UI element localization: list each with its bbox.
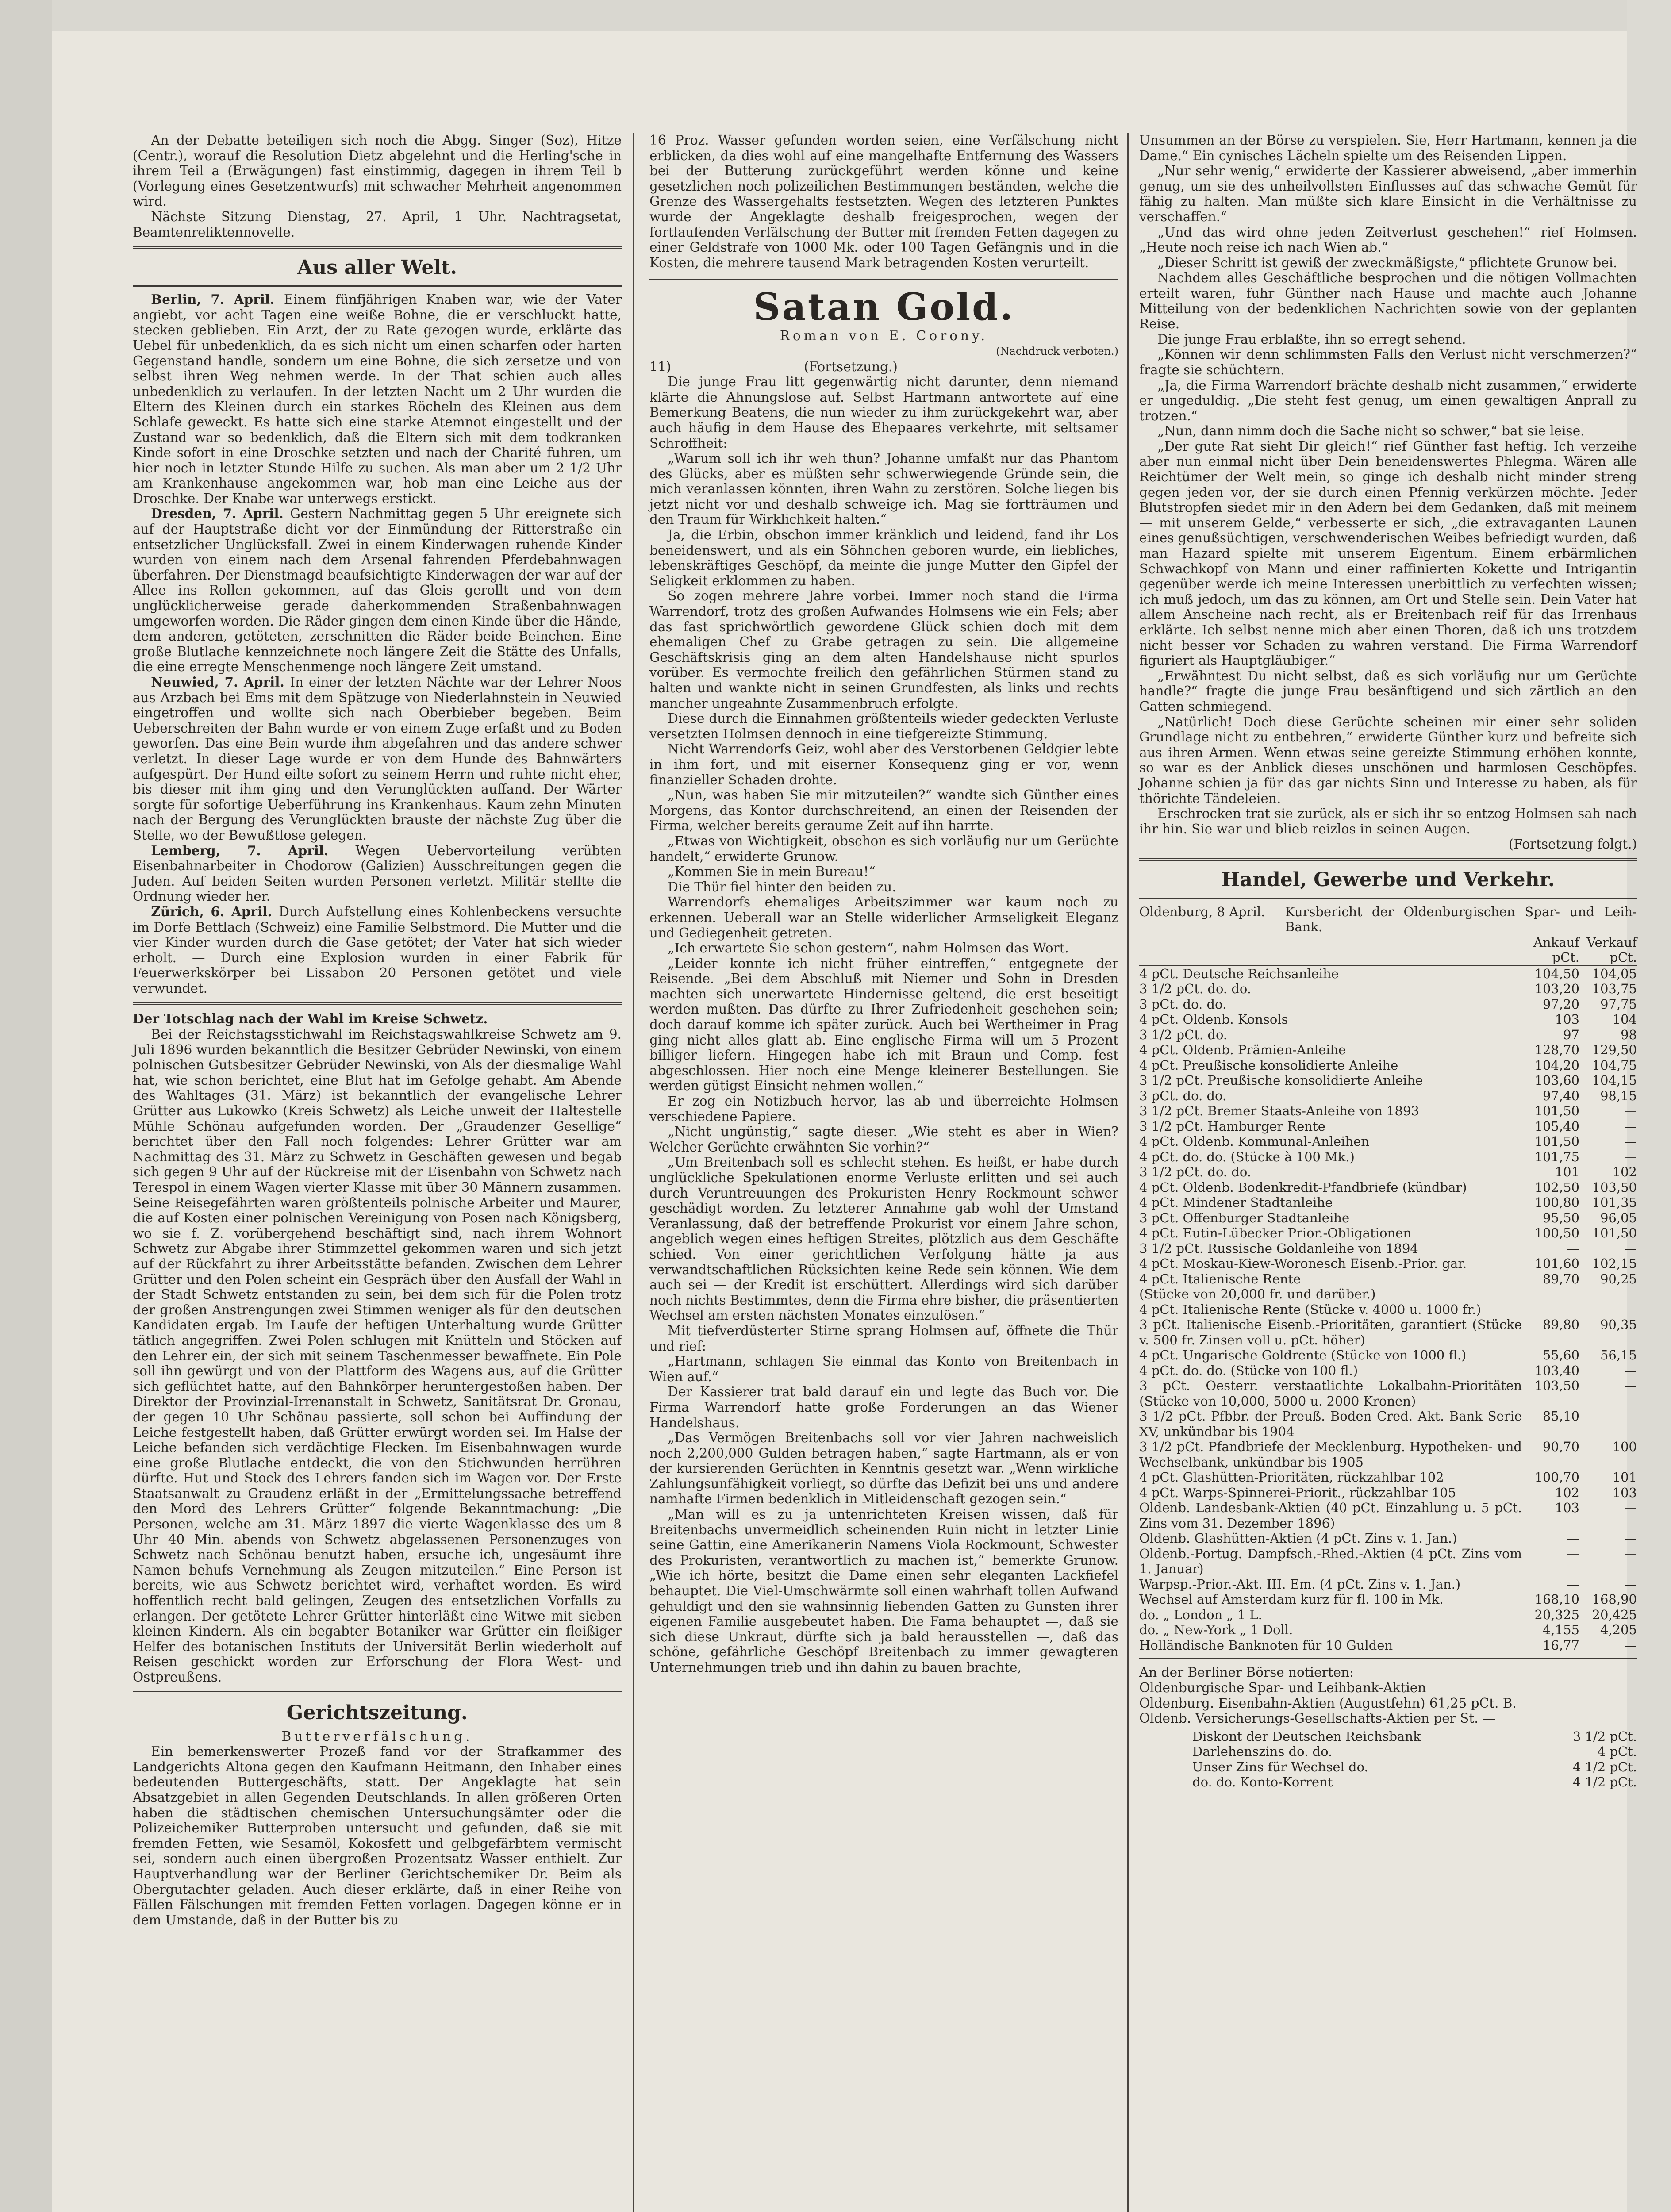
novel-paragraph: „Nun, was haben Sie mir mitzuteilen?“ wandte sich Günther eines Morgens, das Kontor durchschreitend, an einen der Reisenden der Firma, welcher bereits geraume Zeit auf ihn harrte. (649, 787, 1118, 833)
news-dateline: Zürich, 6. April. (151, 903, 279, 919)
sell-price: — (1624, 1409, 1637, 1424)
buy-price: 90,70 (1542, 1439, 1579, 1455)
novel-paragraph: „Ja, die Firma Warrendorf brächte deshalb nicht zusammen,“ erwiderte er ungeduldig. „Die steht fest genug, um einen gewaltigen Anprall zu trotzen.“ (1139, 377, 1637, 423)
sell-price: 102 (1612, 1164, 1637, 1180)
market-row (1139, 1577, 1637, 1592)
sell-price: — (1624, 1576, 1637, 1592)
security-name: 3 pCt. do. do. (1139, 1088, 1227, 1103)
column-right (1139, 133, 1637, 1790)
security-name: 4 pCt. Glashütten-Prioritäten, rückzahlbar 102 (1139, 1470, 1444, 1485)
discount-rates-table (1139, 1729, 1637, 1790)
buy-price: 20,325 (1534, 1607, 1579, 1622)
novel-paragraph: „Nicht ungünstig,“ sagte dieser. „Wie steht es aber in Wien? Welcher Gerüchte erwähnten Sie vorhin?“ (649, 1124, 1118, 1155)
buy-price: 103,50 (1534, 1378, 1579, 1394)
article-text-totschlag: Bei der Reichstagsstichwahl im Reichstagswahlkreise Schwetz am 9. Juli 1896 wurden bekanntlich die Besitzer Gebrüder Newinski, von einem polnischen Gutsbesitzer Gebrüder Newinski, von Als der diesmalige Wahl hat, wie schon berichtet, eine Blut hat im Gefolge gehabt. Am Abende des Wahltages (31. März) ist bekanntlich der evangelische Lehrer Grütter aus Lukowko (Kreis Schwetz) als Leiche unweit der Haltestelle Mühle Schönau aufgefunden worden. Der „Graudenzer Gesellige“ berichtet über den Fall noch folgendes: Lehrer Grütter war am Nachmittag des 31. März zu Schwetz in Geschäften gewesen und begab sich gegen 9 Uhr auf der Rückreise mit der Eisenbahn von Schwetz nach Terespol in einem Wagen vierter Klasse mit über 30 Männern zusammen. Seine Reisegefährten waren größtenteils polnische Arbeiter und Maurer, die auf Kosten einer polnischen Vereinigung von Posen nach Königsberg, wo sie f. Z. vorübergehend beschäftigt sind, nach ihrem Wohnort Schwetz zur Abgabe ihrer Stimmzettel gekommen waren und sich jetzt auf der Rückfahrt zu ihrer Arbeitsstätte befanden. Zwischen dem Lehrer Grütter und den Polen scheint ein Gespräch über den Ausfall der Wahl in der Stadt Schwetz entstanden zu sein, bei dem sich für die Polen trotz der großen Anstrengungen zwei Stimmen weniger als für den deutschen Kandidaten ergab. Im Laufe der heftigen Unterhaltung wurde Grütter tätlich angegriffen. Zwei Polen schlugen mit Knütteln und Stöcken auf den Lehrer ein, der sich mit seinem Taschenmesser bewaffnete. Ein Pole soll ihn gewürgt und von der Plattform des Wagens aus, auf die Grütter sich geflüchtet hatte, auf den Bahnkörper heruntergestoßen haben. Der Direktor der Provinzial-Irrenanstalt in Schwetz, Sanitätsrat Dr. Gronau, der gegen 10 Uhr Schönau passierte, soll schon bei Auffindung der Leiche festgestellt haben, daß Grütter erwürgt worden sei. Im Halse der Leiche befanden sich verdächtige Flecken. Im Eisenbahnwagen wurde eine große Blutlache entdeckt, die von den Stichwunden herrühren dürfte. Hut und Stock des Lehrers fanden sich im Wagen vor. Der Erste Staatsanwalt zu Graudenz erläßt in der „Ermittelungssache betreffend den Mord des Lehrers Grütter“ folgende Bekanntmachung: „Die Personen, welche am 31. März 1897 die vierte Wagenklasse des um 8 Uhr 40 Min. abends von Schwetz abgelassenen Personenzuges von Schwetz nach Schönau benutzt haben, ersuche ich, ungesäumt ihre Namen behufs Vernehmung als Zeugen mitzuteilen.“ Eine Person ist bereits, wie aus Schwetz berichtet wird, verhaftet worden. Es wird hoffentlich recht bald gelingen, Zeugen des entsetzlichen Vorfalls zu erlangen. Der getötete Lehrer Grütter hinterläßt eine Witwe mit sieben kleinen Kindern. Als ein begabter Botaniker war Grütter ein fleißiger Helfer des botanischen Instituts der Universität Berlin wiederholt auf Reisen geschickt worden zur Erforschung der Flora West- und Ostpreußens. (133, 1027, 622, 1685)
security-name: 3 1/2 pCt. Preußische konsolidierte Anleihe (1139, 1073, 1423, 1088)
rate-row (1139, 1759, 1637, 1775)
market-row (1139, 1210, 1637, 1226)
news-text: In einer der letzten Nächte war der Lehrer Noos aus Arzbach bei Ems mit dem Spätzuge von Niederlahnstein in Neuwied eingetroffen und wollte sich nach Oberbieber begeben. Beim Ueberschreiten der Bahn wurde er von einem Zuge erfaßt und zu Boden geworfen. Das eine Bein wurde ihm abgefahren und das andere schwer verletzt. In dieser Lage wurde er von dem Hunde des Bahnwärters aufgespürt. Der Hund eilte sofort zu seinem Herrn und ruhte nicht eher, bis dieser mit ihm ging und den Verunglückten auffand. Der Wärter sorgte für sofortige Ueberführung ins Krankenhaus. Kaum zehn Minuten nach der Bergung des Verunglückten brauste der nächste Zug über die Stelle, wo der Bewußtlose gelegen. (133, 675, 622, 843)
security-name: 4 pCt. Mindener Stadtanleihe (1139, 1195, 1333, 1210)
sell-price: — (1624, 1149, 1637, 1164)
novel-paragraph: „Man will es zu ja untenrichteten Kreisen wissen, daß für Breitenbachs unvermeidlich scheinenden Ruin nicht in letzter Linie seine Gattin, eine Amerikanerin Namens Viola Rockmount, Schwester des Prokuristen, verantwortlich zu machen ist,“ bemerkte Grunow. „Wie ich hörte, besitzt die Dame einen sehr eleganten Lackfiefel behauptet. Die Viel-Umschwärmte soll einen wahrhaft tollen Aufwand gehuldigt und den sie wahnsinnig liebenden Gatten zu Gunsten ihrer eigenen Familie ausgebeutet haben. Die Fama behauptet —, daß sie sich diese Unkraut, dürfte sich ja bald herausstellen —, daß das schöne, gefährliche Geschöpf Breitenbach zu immer gewagteren Unternehmungen trieb und ihn dahin zu bauen brachte, (649, 1507, 1118, 1675)
news-item (133, 904, 622, 996)
buy-price: 101,60 (1534, 1256, 1579, 1271)
sell-price: 90,25 (1600, 1271, 1637, 1286)
novel-paragraph: Warrendorfs ehemaliges Arbeitszimmer war kaum noch zu erkennen. Ueberall war an Stelle widerlicher Armseligkeit Eleganz und Gediegenheit getreten. (649, 895, 1118, 941)
buy-price: 102 (1555, 1485, 1579, 1500)
news-dateline: Berlin, 7. April. (151, 292, 284, 307)
rate-row (1139, 1744, 1637, 1759)
security-name: 4 pCt. Deutsche Reichsanleihe (1139, 966, 1339, 981)
sell-price: — (1624, 1103, 1637, 1119)
market-row (1139, 997, 1637, 1012)
buy-price: — (1567, 1240, 1579, 1256)
rate-label: Unser Zins für Wechsel do. (1192, 1759, 1368, 1774)
novel-paragraph: Erschrocken trat sie zurück, als er sich ihr so entzog Holmsen sah nach ihr hin. Sie war und blieb reizlos in seinen Augen. (1139, 806, 1637, 837)
sell-price: 20,425 (1592, 1607, 1637, 1622)
novel-paragraph: „Um Breitenbach soll es schlecht stehen. Es heißt, er habe durch unglückliche Spekulationen enorme Verluste erlitten und sei auch durch Veruntreuungen des Prokuristen Henry Rockmount schwer geschädigt worden. Zu letzterer Annahme gab wohl der Umstand Veranlassung, daß der betreffende Prokurist vor einem Jahre schon, angeblich wegen eines heftigen Streites, plötzlich aus dem Geschäfte schied. Von einer gerichtlichen Verfolgung hätte ja aus verwandtschaftlichen Rücksichten keine Rede sein können. Wie dem auch sei — der Kredit ist erschüttert. Allerdings wird sich darüber noch nichts Bestimmtes, denn die Firma ehre bisher, die präsentierten Wechsel am ersten nächsten Monates einzulösen.“ (649, 1155, 1118, 1323)
news-text: Gestern Nachmittag gegen 5 Uhr ereignete sich auf der Hauptstraße dicht vor der Einmündung der Ritterstraße ein entsetzlicher Unglücksfall. Zwei in einem Kinderwagen ruhende Kinder wurden von einem nach dem Arsenal fahrenden Pferdebahnwagen überfahren. Der Dienstmagd beaufsichtigte Kinderwagen der war auf der Allee ins Rollen gekommen, auf das Gleis gerollt und von dem unglücklicherweise gerade daherkommenden Straßenbahnwagen umgeworfen worden. Die Räder gingen dem einen Kinde über die Hände, dem anderen, getöteten, zerschnitten die Räder beide Beinchen. Eine große Blutlache kennzeichnete noch längere Zeit die Stätte des Unfalls, die eine erregte Menschenmenge noch längere Zeit umstand. (133, 506, 622, 675)
novel-paragraph: Der Kassierer trat bald darauf ein und legte das Buch vor. Die Firma Warrendorf hatte große Forderungen an das Wiener Handelshaus. (649, 1384, 1118, 1430)
novel-title: Satan Gold. (753, 285, 1015, 329)
sell-price: 103,75 (1592, 981, 1637, 997)
news-list (133, 292, 622, 996)
sell-price: 98,15 (1600, 1088, 1637, 1103)
sell-price: 103,50 (1592, 1179, 1637, 1195)
novel-text-end (1139, 133, 1637, 837)
novel-paragraph: Ja, die Erbin, obschon immer kränklich und leidend, fand ihr Los beneidenswert, und als ein Söhnchen geboren wurde, ein liebliches, lebenskräftiges Geschöpf, da meinte die junge Mutter den Gipfel der Seligkeit erklommen zu haben. (649, 527, 1118, 588)
sell-price: 101 (1612, 1470, 1637, 1485)
buy-price: 103,40 (1534, 1363, 1579, 1378)
sell-price: 104,05 (1592, 966, 1637, 981)
market-row (1139, 1500, 1637, 1531)
security-name: 4 pCt. do. do. (Stücke à 100 Mk.) (1139, 1149, 1355, 1164)
market-dateline: Oldenburg, 8 April. (1139, 904, 1265, 919)
security-name: Oldenb. Glashütten-Aktien (4 pCt. Zins v. 1. Jan.) (1139, 1531, 1457, 1546)
security-name: 3 1/2 pCt. do. (1139, 1027, 1228, 1042)
novel-paragraph: Nicht Warrendorfs Geiz, wohl aber des Verstorbenen Geldgier lebte in ihm fort, und mit eiserner Konsequenz ging er vor, wenn finanzieller Schaden drohte. (649, 741, 1118, 787)
novel-paragraph: Er zog ein Notizbuch hervor, las ab und überreichte Holmsen verschiedene Papiere. (649, 1094, 1118, 1124)
rate-value: 4 pCt. (1597, 1744, 1637, 1759)
news-item (133, 506, 622, 675)
next-session: Nächste Sitzung Dienstag, 27. April, 1 Uhr. Nachtragsetat, Beamtenreliktennovelle. (133, 209, 622, 240)
security-name: Holländische Banknoten für 10 Gulden (1139, 1637, 1393, 1653)
novel-paragraph: „Warum soll ich ihr weh thun? Johanne umfaßt nur das Phantom des Glücks, aber es müßten sehr schwerwiegende Gründe sein, die mich veranlassen könnten, ihren Wahn zu zerstören. Solche liegen bis jetzt nicht vor und deshalb schweige ich. Mag sie fortträumen und den Traum für Wirklichkeit halten.“ (649, 451, 1118, 527)
novel-paragraph: Mit tiefverdüsterter Stirne sprang Holmsen auf, öffnete die Thür und rief: (649, 1323, 1118, 1354)
article-text-butter: Ein bemerkenswerter Prozeß fand vor der Strafkammer des Landgerichts Altona gegen den Kaufmann Heitmann, den Inhaber eines bedeutenden Buttergeschäfts, statt. Der Angeklagte hat sein Absatzgebiet in allen Gegenden Deutschlands. In allen größeren Orten haben die städtischen chemischen Untersuchungsämter oder die Polizeichemiker Butterproben untersucht und gefunden, daß sie mit fremden Fetten, wie Sesamöl, Kokosfett und gelbgefärbtem vermischt sei, sondern auch einen übergroßen Prozentsatz Wasser enthielt. Zur Hauptverhandlung war der Berliner Gerichtschemiker Dr. Beim als Obergutachter geladen. Auch dieser erklärte, daß in einer Reihe von Fällen Fälschungen mit fremden Fetten vorlagen. Dagegen könne er in dem Umstande, daß in der Butter bis zu (133, 1744, 622, 1928)
market-row (1139, 1271, 1637, 1287)
novel-paragraph: „Natürlich! Doch diese Gerüchte scheinen mir einer sehr soliden Grundlage nicht zu entbehren,“ erwiderte Günther kurz und befreite sich aus ihren Armen. Wenn etwas seine gereizte Stimmung erhöhen konnte, so war es der Anblick dieses unschönen und harmlosen Geschöpfes. Johanne schien ja für das gar nichts Sinn und Interesse zu haben, als für thörichte Tändeleien. (1139, 714, 1637, 806)
novel-paragraph: Die junge Frau erblaßte, ihn so erregt sehend. (1157, 331, 1466, 347)
market-row (1139, 1225, 1637, 1241)
security-name: 3 1/2 pCt. do. do. (1139, 981, 1252, 997)
market-row (1139, 1195, 1637, 1210)
security-name: Oldenb. Landesbank-Aktien (40 pCt. Einzahlung u. 5 pCt. Zins vom 31. Dezember 1896) (1139, 1500, 1522, 1531)
market-row (1139, 1012, 1637, 1027)
rate-value: 4 1/2 pCt. (1572, 1759, 1637, 1774)
sell-price: 104 (1612, 1012, 1637, 1027)
market-row (1139, 1378, 1637, 1409)
buy-price: 100,50 (1534, 1225, 1579, 1241)
buy-price: 97,20 (1542, 996, 1579, 1012)
sell-price: 90,35 (1600, 1317, 1637, 1333)
butter-continuation: 16 Proz. Wasser gefunden worden seien, eine Verfälschung nicht erblicken, da dies wohl auf eine mangelhafte Entfernung des Wassers bei der Butterung zurückgeführt werden könne und keine gesetzlichen noch polizeilichen Bestimmungen beständen, welche die Grenze des Wassergehalts festsetzten. Wegen des letzteren Punktes wurde der Angeklagte deshalb freigesprochen, wegen der fortlaufenden Verfälschung der Butter mit fremden Fetten dagegen zu einer Geldstrafe von 1000 Mk. oder 100 Tagen Gefängnis und in die Kosten, die mehrere tausend Mark betragenden Kosten verurteilt. (649, 133, 1118, 270)
news-item (133, 675, 622, 843)
sell-price: 129,50 (1592, 1042, 1637, 1058)
market-row (1139, 1058, 1637, 1073)
security-name: 3 1/2 pCt. Bremer Staats-Anleihe von 1893 (1139, 1103, 1419, 1119)
buy-price: — (1567, 1576, 1579, 1592)
scan-margin-left (0, 0, 52, 2212)
market-row (1139, 1042, 1637, 1058)
sell-price: — (1624, 1378, 1637, 1394)
novel-paragraph: „Können wir denn schlimmsten Falls den Verlust nicht verschmerzen?“ fragte sie schüchtern. (1139, 347, 1637, 377)
sell-price: 97,75 (1600, 996, 1637, 1012)
security-name: 3 1/2 pCt. Pfandbriefe der Mecklenburg. Hypotheken- und Wechselbank, unkündbar bis 1905 (1139, 1439, 1522, 1470)
security-name: 4 pCt. Moskau-Kiew-Woronesch Eisenb.-Prior. gar. (1139, 1256, 1467, 1271)
buy-price: 4,155 (1542, 1622, 1579, 1638)
market-row (1139, 1592, 1637, 1607)
market-row (1139, 1317, 1637, 1348)
sell-price: 102,15 (1592, 1256, 1637, 1271)
buy-price: 100,70 (1534, 1470, 1579, 1485)
sell-price: — (1624, 1531, 1637, 1546)
buy-price: 104,20 (1534, 1057, 1579, 1073)
sell-price: 96,05 (1600, 1210, 1637, 1225)
security-name: 4 pCt. Preußische konsolidierte Anleihe (1139, 1057, 1398, 1073)
security-name: 3 pCt. Oesterr. verstaatlichte Lokalbahn-Prioritäten (Stücke von 10,000, 5000 u. 2000 Kronen) (1139, 1378, 1522, 1409)
rate-label: Darlehenszins do. do. (1192, 1744, 1333, 1759)
sell-price: 100 (1612, 1439, 1637, 1455)
rate-value: 4 1/2 pCt. (1572, 1774, 1637, 1790)
column-divider-2 (1127, 133, 1129, 2212)
market-row (1139, 981, 1637, 997)
security-name: 4 pCt. Oldenb. Kommunal-Anleihen (1139, 1134, 1369, 1149)
security-name: 4 pCt. Italienische Rente (1139, 1271, 1301, 1286)
novel-paragraph: „Der gute Rat sieht Dir gleich!“ rief Günther fast heftig. Ich verzeihe aber nun einmal nicht über Dein beneidenswertes Phlegma. Wären alle Reichtümer der Welt mein, so ginge ich deshalb nicht minder streng gegen jeden vor, der sie durch einen Pfennig verkürzen möchte. Jeder Blutstropfen siedet mir in den Adern bei dem Gedanken, daß mit meinem — mit unserem Gelde,“ verbesserte er sich, „die extravaganten Launen eines genußsüchtigen, verschwenderischen Weibes befriedigt wurden, daß man Hazard spielte mit unserem Eigentum. Einem erbärmlichen Schwachkopf von Mann und einer raffinierten Kokette und Intrigantin gegenüber werde ich meine Interessen unerbittlich zu verfechten wissen; ich muß jedoch, um das zu können, am Ort und Stelle sein. Dein Vater hat allem Anscheine nach recht, als er Breitenbach reif für das Irrenhaus erklärte. Ich selbst nenne mich aber einen Thoren, daß ich uns trotzdem nicht besser vor Schaden zu wahren verstand. Die Firma Warrendorf figuriert als Hauptgläubiger.“ (1139, 438, 1637, 668)
sell-price: — (1624, 1500, 1637, 1516)
news-item (133, 292, 622, 506)
section-heading-handel: Handel, Gewerbe und Verkehr. (1221, 868, 1555, 891)
market-row (1139, 1470, 1637, 1485)
novel-installment-number: 11) (649, 359, 672, 374)
market-row (1139, 966, 1637, 982)
news-text: Einem fünfjährigen Knaben war, wie der Vater angiebt, vor acht Tagen eine weiße Bohne, die er verschluckt hatte, stecken geblieben. Ein Arzt, der zu Rate gezogen wurde, erklärte das Uebel für unbedenklich, da es sich nicht um einen scharfen oder harten Gegenstand handle, sondern um eine Bohne, die sich zersetze und von selbst ihren Weg nehmen werde. In der That schien auch alles unbedenklich zu verlaufen. In der letzten Nacht um 2 Uhr wurden die Eltern des Kleinen durch ein starkes Röcheln des Kleinen aus dem Schlafe geweckt. Es hatte sich eine starke Atemnot eingestellt und der Zustand war so bedenklich, daß die Eltern sich mit dem todkranken Kinde sofort in eine Droschke setzten und nach der Charité fuhren, um hier noch in letzter Stunde Hilfe zu suchen. Als man aber um 2 1/2 Uhr am Krankenhause angekommen war, hob man eine Leiche aus der Droschke. Der Knabe war unterwegs erstickt. (133, 292, 622, 506)
market-row (1139, 1439, 1637, 1470)
buy-price: — (1567, 1531, 1579, 1546)
berlin-exchange-item: Oldenburgische Spar- und Leihbank-Aktien (1139, 1680, 1426, 1695)
sell-price (1579, 1302, 1637, 1317)
buy-price: 89,70 (1542, 1271, 1579, 1286)
news-dateline: Neuwied, 7. April. (151, 674, 290, 690)
buy-price: 97 (1563, 1027, 1579, 1042)
novel-paragraph: „Das Vermögen Breitenbachs soll vor vier Jahren nachweislich noch 2,200,000 Gulden betragen haben,“ sagte Hartmann, als er von der kursierenden Gerüchten in Kenntnis gesetzt war. „Wenn wirkliche Zahlungsunfähigkeit vorliegt, so dürfte das Defizit bei uns und andere namhafte Firmen bedenklich in Mitleidenschaft gezogen sein.“ (649, 1430, 1118, 1507)
market-row (1139, 1256, 1637, 1271)
security-name: 4 pCt. Oldenb. Konsols (1139, 1012, 1288, 1027)
security-name: Oldenb.-Portug. Dampfsch.-Rhed.-Aktien (4 pCt. Zins vom 1. Januar) (1139, 1546, 1522, 1577)
market-row (1139, 1073, 1637, 1088)
market-row (1139, 1119, 1637, 1134)
novel-paragraph: „Etwas von Wichtigkeit, obschon es sich vorläufig nur um Gerüchte handelt,“ erwiderte Grunow. (649, 833, 1118, 864)
market-row (1139, 1622, 1637, 1638)
security-name: 3 1/2 pCt. Hamburger Rente (1139, 1118, 1325, 1134)
market-row (1139, 1348, 1637, 1363)
market-row (1139, 1409, 1637, 1439)
novel-paragraph: So zogen mehrere Jahre vorbei. Immer noch stand die Firma Warrendorf, trotz des großen Aufwandes Holmsens wie ein Fels; aber das fast sprichwörtlich gewordene Glück schien doch mit dem ehemaligen Chef zu Grabe getragen zu sein. Die allgemeine Geschäftskrisis ging an dem alten Handelshause nicht spurlos vorüber. Es vermochte freilich den gefährlichen Stürmen stand zu halten und wankte nicht in seinen Grundfesten, als links und rechts mancher ungeahnte Zusammenbruch erfolgte. (649, 588, 1118, 711)
novel-paragraph: „Und das wird ohne jeden Zeitverlust geschehen!“ rief Holmsen. „Heute noch reise ich nach Wien ab.“ (1139, 224, 1637, 255)
berlin-exchange-heading: An der Berliner Börse notierten: (1139, 1665, 1354, 1680)
berlin-exchange-item: Oldenburg. Eisenbahn-Aktien (Augustfehn) 61,25 pCt. B. (1139, 1695, 1517, 1711)
market-row (1139, 1546, 1637, 1577)
buy-price: 101 (1555, 1164, 1579, 1180)
novel-paragraph: „Nun, dann nimm doch die Sache nicht so schwer,“ bat sie leise. (1157, 423, 1585, 439)
column-divider-1 (633, 133, 634, 2212)
sell-price (1579, 1286, 1637, 1302)
security-name: 3 1/2 pCt. Pfbbr. der Preuß. Boden Cred. Akt. Bank Serie XV, unkündbar bis 1904 (1139, 1409, 1522, 1439)
market-row (1139, 1531, 1637, 1546)
market-row (1139, 1134, 1637, 1149)
market-row (1139, 1180, 1637, 1195)
debate-text: An der Debatte beteiligen sich noch die Abgg. Singer (Soz), Hitze (Centr.), worauf die Resolution Dietz abgelehnt und die Herling'sche in ihrem Teil a (Erwägungen) fast einstimmig, dagegen in ihrem Teil b (Vorlegung eines Gesetzentwurfs) mit schwacher Mehrheit angenommen wird. (133, 133, 622, 209)
buy-price: 103 (1555, 1012, 1579, 1027)
column-header-verkauf: Verkauf pCt. (1579, 935, 1637, 966)
sell-price: 101,50 (1592, 1225, 1637, 1241)
security-name: Warpsp.-Prior.-Akt. III. Em. (4 pCt. Zins v. 1. Jan.) (1139, 1576, 1461, 1592)
buy-price: 103,20 (1534, 981, 1579, 997)
novel-paragraph: „Nur sehr wenig,“ erwiderte der Kassierer abweisend, „aber immerhin genug, um sie des unheilvollsten Einflusses auf das schwache Gemüt für fähig zu halten. Man müßte sich klare Einsicht in die Verhältnisse zu verschaffen.“ (1139, 163, 1637, 224)
novel-paragraph: Die junge Frau litt gegenwärtig nicht darunter, denn niemand klärte die Ahnungslose auf. Selbst Hartmann antwortete auf eine Bemerkung Beatens, die nun wieder zu ihm zurückgekehrt war, aber auch häufig in dem Hause des Ehepaares verkehrte, mit seltsamer Schroffheit: (649, 374, 1118, 451)
column-middle (649, 133, 1118, 1675)
buy-price: 89,80 (1542, 1317, 1579, 1333)
sell-price: 104,75 (1592, 1057, 1637, 1073)
berlin-exchange-list (1139, 1680, 1637, 1726)
security-name: Wechsel auf Amsterdam kurz für fl. 100 in Mk. (1139, 1592, 1444, 1607)
rate-label: do. do. Konto-Korrent (1192, 1774, 1333, 1790)
buy-price: 103 (1555, 1500, 1579, 1516)
buy-price: 101,50 (1534, 1103, 1579, 1119)
rate-row (1139, 1774, 1637, 1790)
novel-paragraph: „Hartmann, schlagen Sie einmal das Konto von Breitenbach in Wien auf.“ (649, 1354, 1118, 1384)
market-report-table (1139, 904, 1637, 1653)
buy-price: 85,10 (1542, 1409, 1579, 1424)
sell-price: — (1624, 1546, 1637, 1561)
sell-price: — (1624, 1118, 1637, 1134)
sell-price: — (1624, 1637, 1637, 1653)
market-row (1139, 1027, 1637, 1043)
novel-paragraph: Unsummen an der Börse zu verspielen. Sie, Herr Hartmann, kennen ja die Dame.“ Ein cynisches Lächeln spielte um des Reisenden Lippen. (1139, 133, 1637, 163)
novel-paragraph: Die Thür fiel hinter den beiden zu. (668, 879, 896, 895)
novel-continued-label: (Fortsetzung.) (804, 359, 898, 374)
market-row (1139, 1363, 1637, 1379)
novel-text (649, 374, 1118, 1675)
article-subtitle-butter: Butterverfälschung. (281, 1728, 473, 1744)
novel-copyright-note: (Nachdruck verboten.) (996, 345, 1118, 357)
security-name: 4 pCt. do. do. (Stücke von 100 fl.) (1139, 1363, 1358, 1378)
column-header-ankauf: Ankauf pCt. (1522, 935, 1579, 966)
buy-price: 168,10 (1534, 1592, 1579, 1607)
market-row (1139, 1638, 1637, 1653)
security-name: 4 pCt. Italienische Rente (Stücke v. 4000 u. 1000 fr.) (1139, 1302, 1481, 1317)
market-row (1139, 1149, 1637, 1165)
buy-price: 100,80 (1534, 1195, 1579, 1210)
rate-value: 3 1/2 pCt. (1572, 1728, 1637, 1744)
novel-paragraph: Diese durch die Einnahmen größtenteils wieder gedeckten Verluste versetzten Holmsen dennoch in eine tiefgereizte Stimmung. (649, 711, 1118, 741)
novel-author: Roman von E. Corony. (780, 328, 988, 344)
sell-price: 103 (1612, 1485, 1637, 1500)
security-name: 3 1/2 pCt. Russische Goldanleihe von 1894 (1139, 1240, 1418, 1256)
novel-paragraph: Nachdem alles Geschäftliche besprochen und die nötigen Vollmachten erteilt waren, fuhr Günther nach Hause und machte auch Johanne Mitteilung von der bedenklichen Nachrichten sowie von der geplanten Reise. (1139, 270, 1637, 332)
market-row (1139, 1302, 1637, 1317)
market-row (1139, 1485, 1637, 1501)
market-row (1139, 1286, 1637, 1302)
buy-price: 97,40 (1542, 1088, 1579, 1103)
rate-row (1139, 1729, 1637, 1744)
buy-price: 105,40 (1534, 1118, 1579, 1134)
security-name: 4 pCt. Eutin-Lübecker Prior.-Obligationen (1139, 1225, 1411, 1241)
column-left (133, 133, 622, 1928)
security-name: 4 pCt. Oldenb. Prämien-Anleihe (1139, 1042, 1346, 1058)
buy-price: 104,50 (1534, 966, 1579, 981)
sell-price: 168,90 (1592, 1592, 1637, 1607)
sell-price: 56,15 (1600, 1348, 1637, 1363)
buy-price: 16,77 (1542, 1637, 1579, 1653)
security-name: 3 pCt. Italienische Eisenb.-Prioritäten, garantiert (Stücke v. 500 fr. Zinsen voll u. pCt. höher) (1139, 1317, 1522, 1348)
news-text: Wegen Uebervorteilung verübten Eisenbahnarbeiter in Chodorow (Galizien) Ausschreitungen gegen die Juden. Auf beiden Seiten wurden Personen verletzt. Militär stellte die Ordnung wieder her. (133, 843, 622, 904)
novel-paragraph: „Dieser Schritt ist gewiß der zweckmäßigste,“ pflichtete Grunow bei. (1157, 255, 1617, 270)
buy-price: 128,70 (1534, 1042, 1579, 1058)
sell-price: 101,35 (1592, 1195, 1637, 1210)
section-heading-gerichtszeitung: Gerichtszeitung. (286, 1701, 468, 1724)
security-name: 4 pCt. Warps-Spinnerei-Priorit., rückzahlbar 105 (1139, 1485, 1456, 1500)
sell-price: — (1624, 1240, 1637, 1256)
market-row (1139, 1607, 1637, 1623)
sell-price: 98 (1621, 1027, 1637, 1042)
buy-price: — (1567, 1546, 1579, 1561)
buy-price: 55,60 (1542, 1348, 1579, 1363)
novel-paragraph: „Erwähntest Du nicht selbst, daß es sich vorläufig nur um Gerüchte handle?“ fragte die junge Frau besänftigend und sich zärtlich an den Gatten schmiegend. (1139, 668, 1637, 714)
market-row (1139, 1103, 1637, 1119)
buy-price (1522, 1286, 1579, 1302)
market-report-title: Kursbericht der Oldenburgischen Spar- und Leih-Bank. (1285, 904, 1637, 935)
berlin-exchange-item: Oldenb. Versicherungs-Gesellschafts-Aktien per St. — (1139, 1711, 1496, 1726)
rate-label: Diskont der Deutschen Reichsbank (1192, 1728, 1421, 1744)
novel-paragraph: „Ich erwartete Sie schon gestern“, nahm Holmsen das Wort. (668, 941, 1069, 956)
buy-price: 101,50 (1534, 1134, 1579, 1149)
buy-price: 95,50 (1542, 1210, 1579, 1225)
news-dateline: Dresden, 7. April. (151, 506, 290, 522)
security-name: do. „ London „ 1 L. (1139, 1607, 1262, 1622)
news-dateline: Lemberg, 7. April. (151, 842, 356, 858)
security-name: 3 pCt. Offenburger Stadtanleihe (1139, 1210, 1350, 1225)
security-name: 3 1/2 pCt. do. do. (1139, 1164, 1252, 1180)
novel-paragraph: „Leider konnte ich nicht früher eintreffen,“ entgegnete der Reisende. „Bei dem Abschluß mit Niemer und Sohn in Dresden machten sich unerwartete Hindernisse geltend, die erst beseitigt werden mußten. Das dürfte zu Ihrer Zufriedenheit geschehen sein; doch darauf komme ich später zurück. Auch bei Wertheimer in Prag ging nicht alles glatt ab. Eine englische Firma will um 5 Prozent billiger liefern. Hingegen habe ich mit Braun und Comp. fest abgeschlossen. Hier noch eine Menge kleinerer Bestellungen. Sie werden gütigst Einsicht nehmen wollen.“ (649, 956, 1118, 1094)
security-name: 4 pCt. Oldenb. Bodenkredit-Pfandbriefe (kündbar) (1139, 1179, 1467, 1195)
buy-price: 102,50 (1534, 1179, 1579, 1195)
sell-price: 104,15 (1592, 1073, 1637, 1088)
article-title-totschlag: Der Totschlag nach der Wahl im Kreise Schwetz. (133, 1011, 488, 1027)
sell-price: — (1624, 1363, 1637, 1378)
news-text: Durch Aufstellung eines Kohlenbeckens versuchte im Dorfe Bettlach (Schweiz) eine Familie Selbstmord. Die Mutter und die vier Kinder wurden durch die Gase getötet; der Vater hat sich wieder erholt. — Durch eine Explosion wurden in einer Fabrik für Feuerwerkskörper bei Lissabon 20 Personen getötet und viele verwundet. (133, 904, 622, 996)
novel-to-be-continued: (Fortsetzung folgt.) (1508, 837, 1637, 852)
sell-price: 4,205 (1600, 1622, 1637, 1638)
security-name: 3 pCt. do. do. (1139, 996, 1227, 1012)
buy-price: 101,75 (1534, 1149, 1579, 1164)
market-row (1139, 1241, 1637, 1256)
security-name: do. „ New-York „ 1 Doll. (1139, 1622, 1293, 1638)
buy-price: 103,60 (1534, 1073, 1579, 1088)
section-heading-aus-aller-welt: Aus aller Welt. (297, 256, 457, 279)
novel-paragraph: „Kommen Sie in mein Bureau!“ (668, 864, 876, 879)
market-row (1139, 1088, 1637, 1104)
security-name: 4 pCt. Ungarische Goldrente (Stücke von 1000 fl.) (1139, 1348, 1467, 1363)
market-row (1139, 1164, 1637, 1180)
buy-price (1522, 1302, 1579, 1317)
sell-price: — (1624, 1134, 1637, 1149)
news-item (133, 843, 622, 904)
security-name: (Stücke von 20,000 fr. und darüber.) (1139, 1286, 1376, 1302)
